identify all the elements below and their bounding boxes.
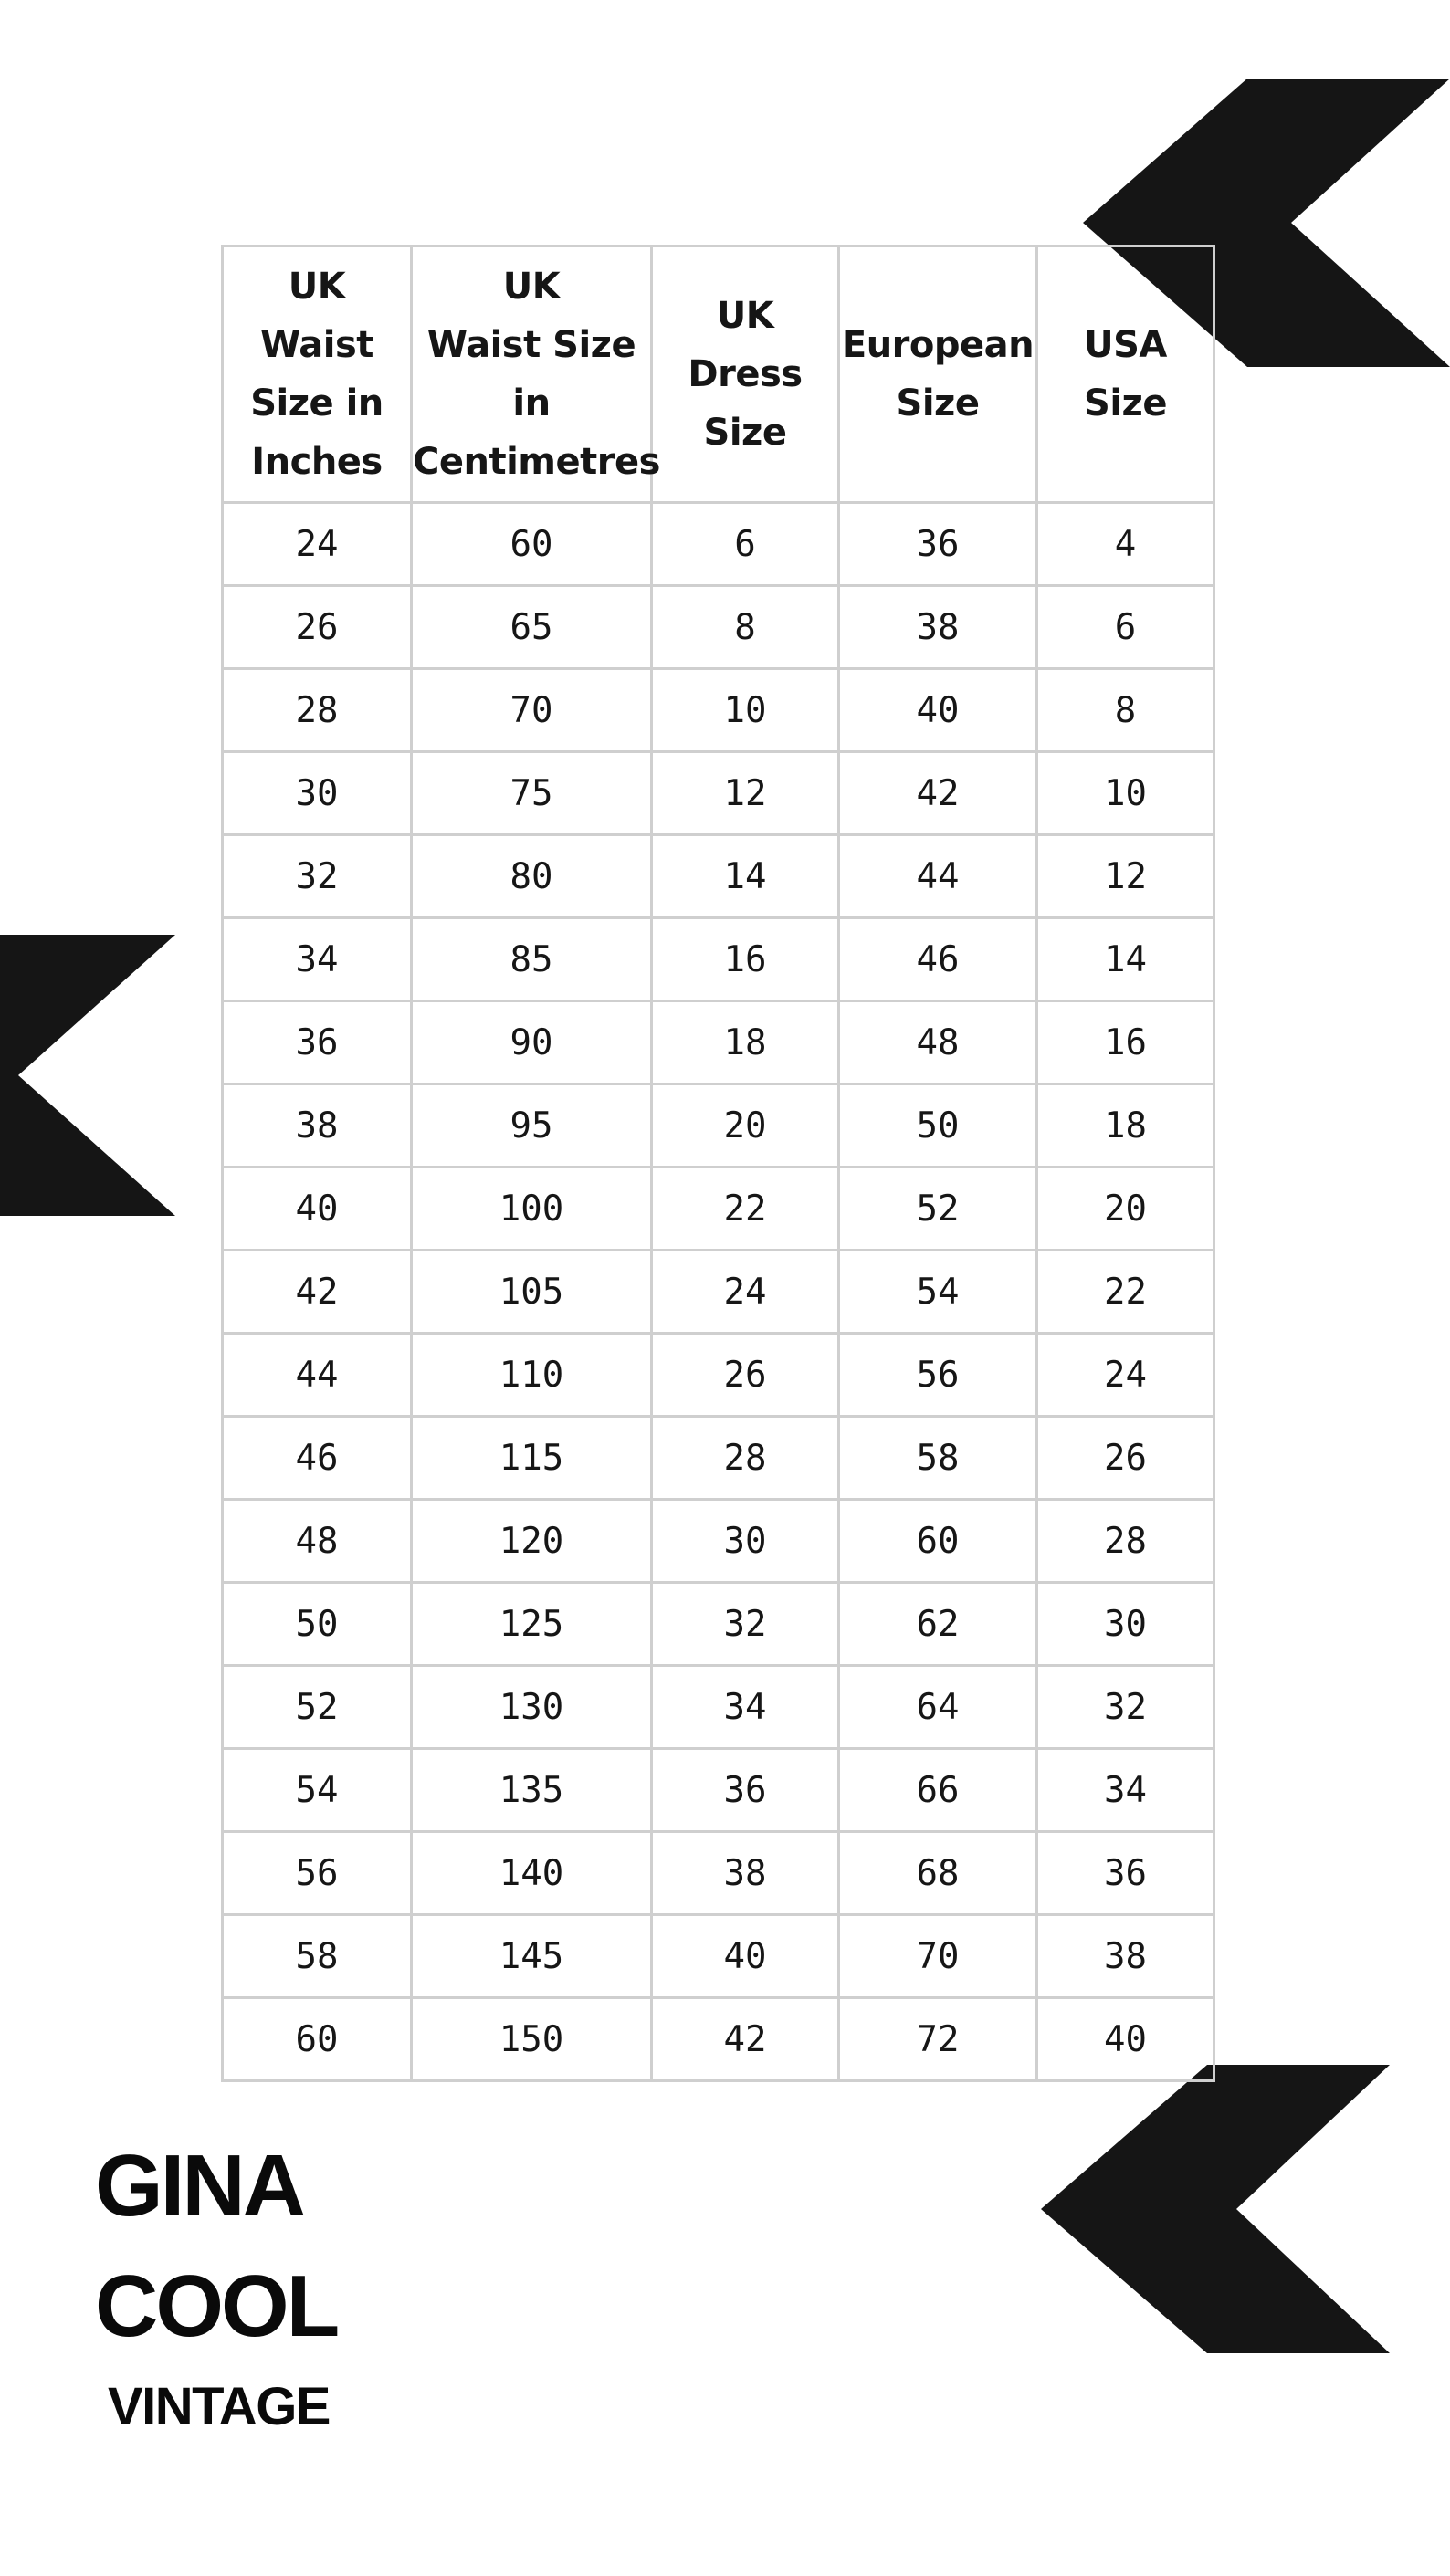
column-header-line: in	[512, 382, 551, 424]
table-cell: 28	[652, 1417, 839, 1500]
table-cell: 145	[412, 1915, 652, 1998]
table-cell: 58	[839, 1417, 1037, 1500]
table-cell: 85	[412, 918, 652, 1001]
table-cell: 34	[652, 1666, 839, 1749]
column-header-line: UK	[716, 295, 774, 337]
table-cell: 4	[1037, 503, 1214, 586]
table-cell: 10	[652, 669, 839, 752]
brand-name-line3: VINTAGE	[108, 2377, 330, 2436]
size-conversion-table	[221, 245, 1215, 2082]
table-cell: 100	[412, 1168, 652, 1251]
table-cell: 26	[1037, 1417, 1214, 1500]
table-cell: 22	[652, 1168, 839, 1251]
table-cell: 8	[1037, 669, 1214, 752]
table-row	[223, 835, 1214, 918]
table-cell: 75	[412, 752, 652, 835]
table-cell: 135	[412, 1749, 652, 1832]
table-cell: 22	[1037, 1251, 1214, 1334]
table-cell: 42	[223, 1251, 412, 1334]
table-cell: 24	[1037, 1334, 1214, 1417]
table-cell: 32	[223, 835, 412, 918]
table-row	[223, 503, 1214, 586]
table-row	[223, 1666, 1214, 1749]
table-cell: 6	[652, 503, 839, 586]
table-cell: 36	[652, 1749, 839, 1832]
table-cell: 36	[223, 1001, 412, 1084]
table-cell: 14	[1037, 918, 1214, 1001]
table-cell: 30	[652, 1500, 839, 1583]
table-row	[223, 752, 1214, 835]
table-cell: 62	[839, 1583, 1037, 1666]
column-header	[1037, 246, 1214, 503]
table-cell: 68	[839, 1832, 1037, 1915]
table-cell: 46	[839, 918, 1037, 1001]
table-cell: 66	[839, 1749, 1037, 1832]
table-cell: 16	[1037, 1001, 1214, 1084]
table-row	[223, 1832, 1214, 1915]
table-cell: 38	[223, 1084, 412, 1168]
table-cell: 120	[412, 1500, 652, 1583]
table-cell: 56	[839, 1334, 1037, 1417]
table-row	[223, 1084, 1214, 1168]
table-cell: 125	[412, 1583, 652, 1666]
column-header	[223, 246, 412, 503]
table-cell: 12	[652, 752, 839, 835]
table-cell: 130	[412, 1666, 652, 1749]
table-cell: 44	[839, 835, 1037, 918]
column-header-line: UK	[502, 266, 561, 308]
table-cell: 30	[223, 752, 412, 835]
table-body	[223, 503, 1214, 2081]
table-cell: 44	[223, 1334, 412, 1417]
table-cell: 42	[652, 1998, 839, 2081]
table-cell: 20	[1037, 1168, 1214, 1251]
column-header-line: Inches	[251, 441, 383, 483]
table-cell: 54	[223, 1749, 412, 1832]
table-cell: 26	[652, 1334, 839, 1417]
column-header-line: Size	[703, 412, 787, 454]
table-cell: 115	[412, 1417, 652, 1500]
table-cell: 60	[223, 1998, 412, 2081]
table-cell: 36	[1037, 1832, 1214, 1915]
table-cell: 38	[839, 586, 1037, 669]
table-cell: 72	[839, 1998, 1037, 2081]
table-cell: 105	[412, 1251, 652, 1334]
table-row	[223, 1915, 1214, 1998]
table-cell: 140	[412, 1832, 652, 1915]
table-cell: 8	[652, 586, 839, 669]
table-row	[223, 918, 1214, 1001]
table-cell: 32	[1037, 1666, 1214, 1749]
table-cell: 28	[223, 669, 412, 752]
table-cell: 26	[223, 586, 412, 669]
table-cell: 90	[412, 1001, 652, 1084]
table-cell: 50	[839, 1084, 1037, 1168]
column-header-line: Size	[1084, 382, 1167, 424]
table-cell: 38	[1037, 1915, 1214, 1998]
table-cell: 58	[223, 1915, 412, 1998]
table-cell: 70	[412, 669, 652, 752]
table-cell: 20	[652, 1084, 839, 1168]
column-header-line: Dress	[688, 353, 803, 395]
chevron-left-icon	[1041, 2065, 1390, 2353]
table-cell: 95	[412, 1084, 652, 1168]
column-header-line: Size	[896, 382, 980, 424]
table-cell: 40	[839, 669, 1037, 752]
table-cell: 18	[652, 1001, 839, 1084]
table-row	[223, 1998, 1214, 2081]
table-cell: 32	[652, 1583, 839, 1666]
table-cell: 48	[839, 1001, 1037, 1084]
table-cell: 50	[223, 1583, 412, 1666]
table-cell: 65	[412, 586, 652, 669]
table-cell: 16	[652, 918, 839, 1001]
column-header-line: Centimetres	[413, 441, 660, 483]
table-cell: 110	[412, 1334, 652, 1417]
table-cell: 34	[223, 918, 412, 1001]
table-row	[223, 1417, 1214, 1500]
column-header-line: USA	[1084, 324, 1167, 366]
table-cell: 70	[839, 1915, 1037, 1998]
table-row	[223, 1500, 1214, 1583]
table-cell: 56	[223, 1832, 412, 1915]
table-cell: 54	[839, 1251, 1037, 1334]
table-row	[223, 1334, 1214, 1417]
table-cell: 42	[839, 752, 1037, 835]
table-cell: 38	[652, 1832, 839, 1915]
table-cell: 24	[652, 1251, 839, 1334]
column-header-line: UK	[288, 266, 346, 308]
table-row	[223, 1168, 1214, 1251]
table-cell: 40	[1037, 1998, 1214, 2081]
table-cell: 14	[652, 835, 839, 918]
table-cell: 52	[223, 1666, 412, 1749]
brand-name-line1: GINA	[95, 2137, 303, 2235]
table-row	[223, 1251, 1214, 1334]
table-cell: 18	[1037, 1084, 1214, 1168]
table-header-row	[223, 246, 1214, 503]
table-cell: 24	[223, 503, 412, 586]
table-cell: 150	[412, 1998, 652, 2081]
table-cell: 60	[412, 503, 652, 586]
table-cell: 10	[1037, 752, 1214, 835]
table-cell: 40	[223, 1168, 412, 1251]
column-header-line: European	[841, 324, 1035, 366]
table-row	[223, 1583, 1214, 1666]
column-header-line: Waist	[260, 324, 373, 366]
table-row	[223, 1749, 1214, 1832]
brand-name-line2: COOL	[95, 2257, 338, 2355]
table-cell: 52	[839, 1168, 1037, 1251]
table-cell: 60	[839, 1500, 1037, 1583]
table-cell: 6	[1037, 586, 1214, 669]
table-row	[223, 1001, 1214, 1084]
column-header	[652, 246, 839, 503]
column-header	[412, 246, 660, 503]
table-row	[223, 669, 1214, 752]
table-row	[223, 586, 1214, 669]
table-cell: 64	[839, 1666, 1037, 1749]
column-header	[839, 246, 1037, 503]
table-cell: 12	[1037, 835, 1214, 918]
table-cell: 80	[412, 835, 652, 918]
table-cell: 28	[1037, 1500, 1214, 1583]
chevron-left-icon	[0, 935, 175, 1216]
table-cell: 30	[1037, 1583, 1214, 1666]
table-cell: 46	[223, 1417, 412, 1500]
table-cell: 40	[652, 1915, 839, 1998]
table-cell: 36	[839, 503, 1037, 586]
table-cell: 48	[223, 1500, 412, 1583]
table-cell: 34	[1037, 1749, 1214, 1832]
column-header-line: Waist Size	[426, 324, 636, 366]
column-header-line: Size in	[250, 382, 384, 424]
